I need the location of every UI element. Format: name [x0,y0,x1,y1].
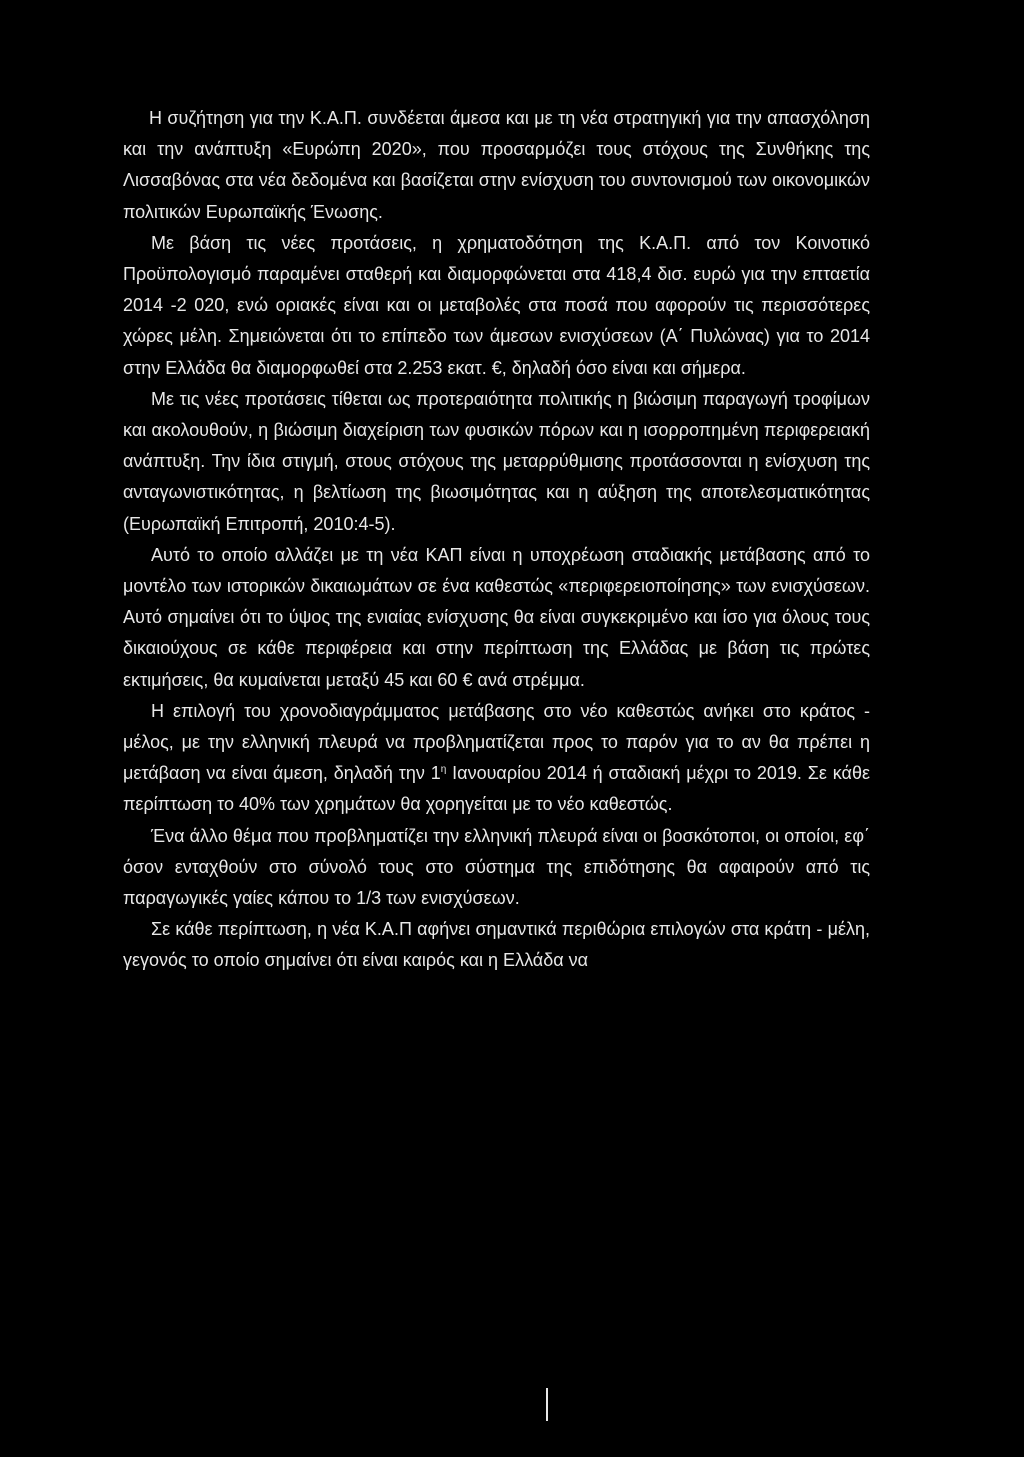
paragraph-kap-strategy: Η συζήτηση για την Κ.Α.Π. συνδέεται άμεσα και με τη νέα στρατηγική για την απασχόληση και την ανάπτυξη «Ευρώπη 2020», που προσαρμόζει τους στόχους της Συνθήκης της Λισσαβόνας στα νέα δεδομένα και βασίζεται στην ενίσχυση του συντονισμού των οικονομικών πολιτικών Ευρωπαϊκής Ένωσης. [123,108,870,222]
paragraph-kap-financing: Με βάση τις νέες προτάσεις, η χρηματοδότηση της Κ.Α.Π. από τον Κοινοτικό Προϋπολογισμό παραμένει σταθερή και διαμορφώνεται στα 418,4 δισ. ευρώ για την επταετία 2014 -2 020, ενώ οριακές είναι και οι μεταβολές στα ποσά που αφορούν τις περισσότερες χώρες μέλη. Σημειώνεται ότι το επίπεδο των άμεσων ενισχύσεων (Α΄ Πυλώνας) για το 2014 στην Ελλάδα θα διαμορφωθεί στα 2.253 εκατ. €, δηλαδή όσο είναι και σήμερα. [123,232,870,378]
paragraph-transition-timeline [123,696,870,821]
paragraph-member-state-options: Σε κάθε περίπτωση, η νέα Κ.Α.Π αφήνει σημαντικά περιθώρια επιλογών στα κράτη - μέλη, γεγονός το οποίο σημαίνει ότι είναι καιρός και η Ελλάδα να [123,919,870,971]
document-body [123,103,870,977]
paragraph-pastures: Ένα άλλο θέμα που προβληματίζει την ελληνική πλευρά είναι οι βοσκότοποι, οι οποίοι, εφ΄ όσον ενταχθούν στο σύνολό τους στο σύστημα της επιδότησης θα αφαιρούν από τις παραγωγικές γαίες κάπου το 1/3 των ενισχύσεων. [123,825,870,909]
paragraph-regionalisation: Αυτό το οποίο αλλάζει με τη νέα ΚΑΠ είναι η υποχρέωση σταδιακής μετάβασης από το μοντέλο των ιστορικών δικαιωμάτων σε ένα καθεστώς «περιφερειοποίησης» των ενισχύσεων. Αυτό σημαίνει ότι το ύψος της ενιαίας ενίσχυσης θα είναι συγκεκριμένο και ίσο για όλους τους δικαιούχους σε κάθε περιφέρεια και στην περίπτωση της Ελλάδας με βάση τις πρώτες εκτιμήσεις, θα κυμαίνεται μεταξύ 45 και 60 € ανά στρέμμα. [123,544,870,690]
paragraph-policy-priorities: Με τις νέες προτάσεις τίθεται ως προτεραιότητα πολιτικής η βιώσιμη παραγωγή τροφίμων και ακολουθούν, η βιώσιμη διαχείριση των φυσικών πόρων και η ισορροπημένη περιφερειακή ανάπτυξη. Την ίδια στιγμή, στους στόχους της μεταρρύθμισης προτάσσονται η ενίσχυση της ανταγωνιστικότητας, η βελτίωση της βιωσιμότητας και η αύξηση της αποτελεσματικότητας (Ευρωπαϊκή Επιτροπή, 2010:4-5). [123,388,870,534]
ordinal-superscript: η [440,764,447,776]
transition-text-end: Ιανουαρίου 2014 ή σταδιακή μέχρι το 2019. Σε κάθε περίπτωση το 40% των χρημάτων θα χορηγείται με το νέο καθεστώς. [123,763,870,815]
text-cursor-mark [546,1388,548,1421]
transition-text-start: Η επιλογή του χρονοδιαγράμματος μετάβασης στο νέο καθεστώς ανήκει στο κράτος - μέλος, με την ελληνική πλευρά να προβληματίζεται προς το παρόν για το αν θα πρέπει η μετάβαση να είναι άμεση, δηλαδή την 1 [123,700,870,784]
